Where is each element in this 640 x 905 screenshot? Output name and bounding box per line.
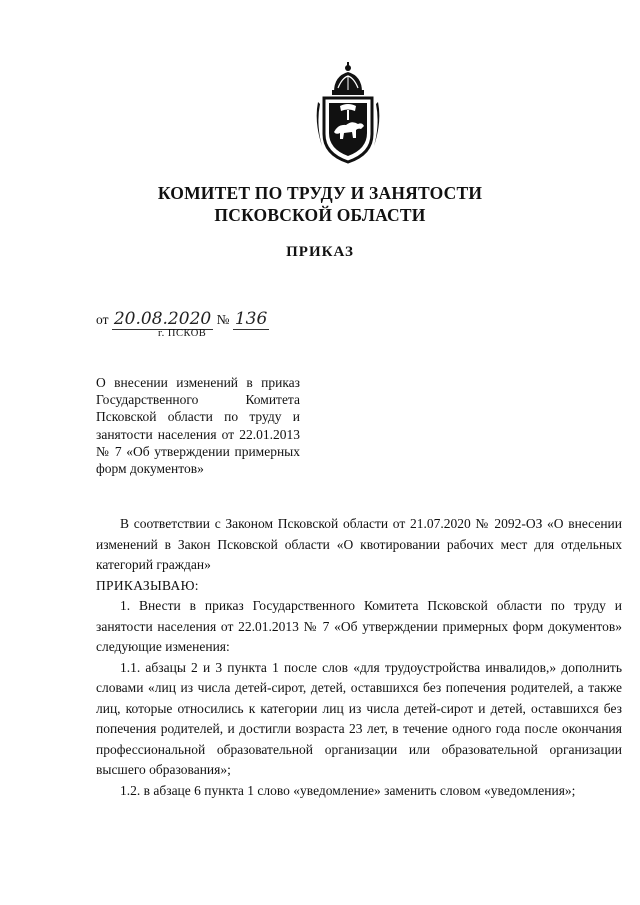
organization-name xyxy=(0,182,640,226)
date-line xyxy=(96,309,269,329)
date-prefix: от xyxy=(96,312,109,327)
document-type: ПРИКАЗ xyxy=(286,244,354,260)
handwritten-date: 20.08.2020 xyxy=(113,309,212,329)
order-item-1-1: 1.1. абзацы 2 и 3 пункта 1 после слов «для трудоустройства инвалидов,» дополнить словами «лиц из числа детей-сирот, детей, оставшихся без попечения родителей, а также лиц, которые относились к категории лиц из числа детей-сирот и детей, оставшихся без попечения родителей, и достигли возраста 23 лет, в течение одного года после окончания профессиональной образовательной организации или образовательной организации высшего образования»; xyxy=(96,659,622,777)
city-label: г. ПСКОВ xyxy=(158,328,207,339)
handwritten-number: 136 xyxy=(234,309,268,329)
coat-of-arms-icon xyxy=(312,62,384,164)
order-subject: О внесении изменений в приказ Государственного Комитета Псковской области по труду и занятости населения от 22.01.2013 № 7 «Об утверждении примерных форм документов» xyxy=(96,375,300,477)
organization-name-line2: ПСКОВСКОЙ ОБЛАСТИ xyxy=(214,205,426,225)
order-item-1-2: 1.2. в абзаце 6 пункта 1 слово «уведомление» заменить словом «уведомления»; xyxy=(120,782,576,798)
preamble-paragraph: В соответствии с Законом Псковской области от 21.07.2020 № 2092-ОЗ «О внесении изменений в Закон Псковской области «О квотировании рабочих мест для отдельных категорий граждан» xyxy=(96,516,622,572)
order-word: ПРИКАЗЫВАЮ: xyxy=(96,577,199,593)
organization-name-line1: КОМИТЕТ ПО ТРУДУ И ЗАНЯТОСТИ xyxy=(157,183,483,203)
order-item-1: 1. Внести в приказ Государственного Комитета Псковской области по труду и занятости населения от 22.01.2013 № 7 «Об утверждении примерных форм документов» следующие изменения: xyxy=(96,598,622,654)
order-body xyxy=(96,514,622,801)
number-prefix: № xyxy=(216,312,230,327)
